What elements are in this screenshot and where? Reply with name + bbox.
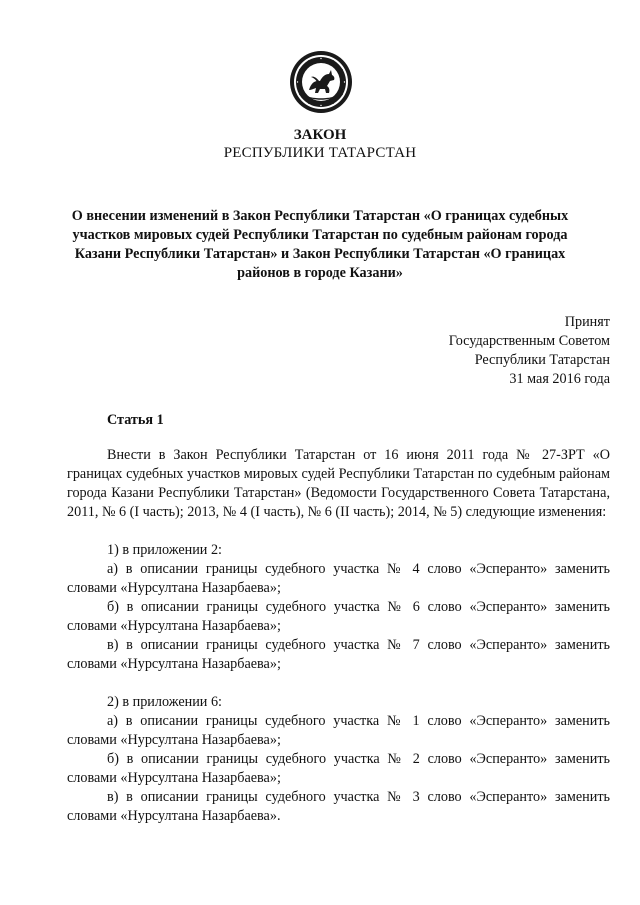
adopted-by-line: Государственным Советом: [448, 333, 610, 349]
adopted-date: 31 мая 2016 года: [509, 371, 610, 387]
list-item: в) в описании границы судебного участка № 7 слово «Эсперанто» заменить словами «Нурсултана Назарбаева»;: [67, 637, 610, 672]
section-heading: 1) в приложении 2:: [107, 542, 222, 558]
law-title: ЗАКОН: [293, 127, 347, 143]
article-intro: Внести в Закон Республики Татарстан от 16 июня 2011 года № 27-ЗРТ «О границах судебных участков мировых судей Республики Татарстан по судебным районам города Казани Республики Татарстан» (Ведомости Государственного Совета Татарстана, 2011, № 6 (I часть); 2013, № 4 (I часть), № 6 (II часть); 2014, № 5) следующие изменения:: [67, 447, 610, 520]
list-item: а) в описании границы судебного участка № 1 слово «Эсперанто» заменить словами «Нурсултана Назарбаева»;: [67, 713, 610, 748]
tatarstan-emblem-icon: [289, 50, 353, 114]
adopted-line: Принят: [564, 314, 610, 330]
list-item: б) в описании границы судебного участка № 2 слово «Эсперанто» заменить словами «Нурсултана Назарбаева»;: [67, 751, 610, 786]
law-subtitle: РЕСПУБЛИКИ ТАТАРСТАН: [223, 145, 417, 161]
article-body: [67, 446, 610, 826]
adoption-block: [449, 313, 610, 389]
law-subject: О внесении изменений в Закон Республики Татарстан «О границах судебных участков мировых судей Республики Татарстан по судебным районам города Казани Республики Татарстан» и Закон Республики Татарстан «О границах районов в городе Казани»: [71, 208, 569, 281]
adopted-republic-line: Республики Татарстан: [474, 352, 610, 368]
list-item: б) в описании границы судебного участка № 6 слово «Эсперанто» заменить словами «Нурсултана Назарбаева»;: [67, 599, 610, 634]
article-heading: Статья 1: [107, 412, 164, 428]
list-item: в) в описании границы судебного участка № 3 слово «Эсперанто» заменить словами «Нурсултана Назарбаева».: [67, 789, 610, 824]
list-item: а) в описании границы судебного участка № 4 слово «Эсперанто» заменить словами «Нурсултана Назарбаева»;: [67, 561, 610, 596]
section-heading: 2) в приложении 6:: [107, 694, 222, 710]
